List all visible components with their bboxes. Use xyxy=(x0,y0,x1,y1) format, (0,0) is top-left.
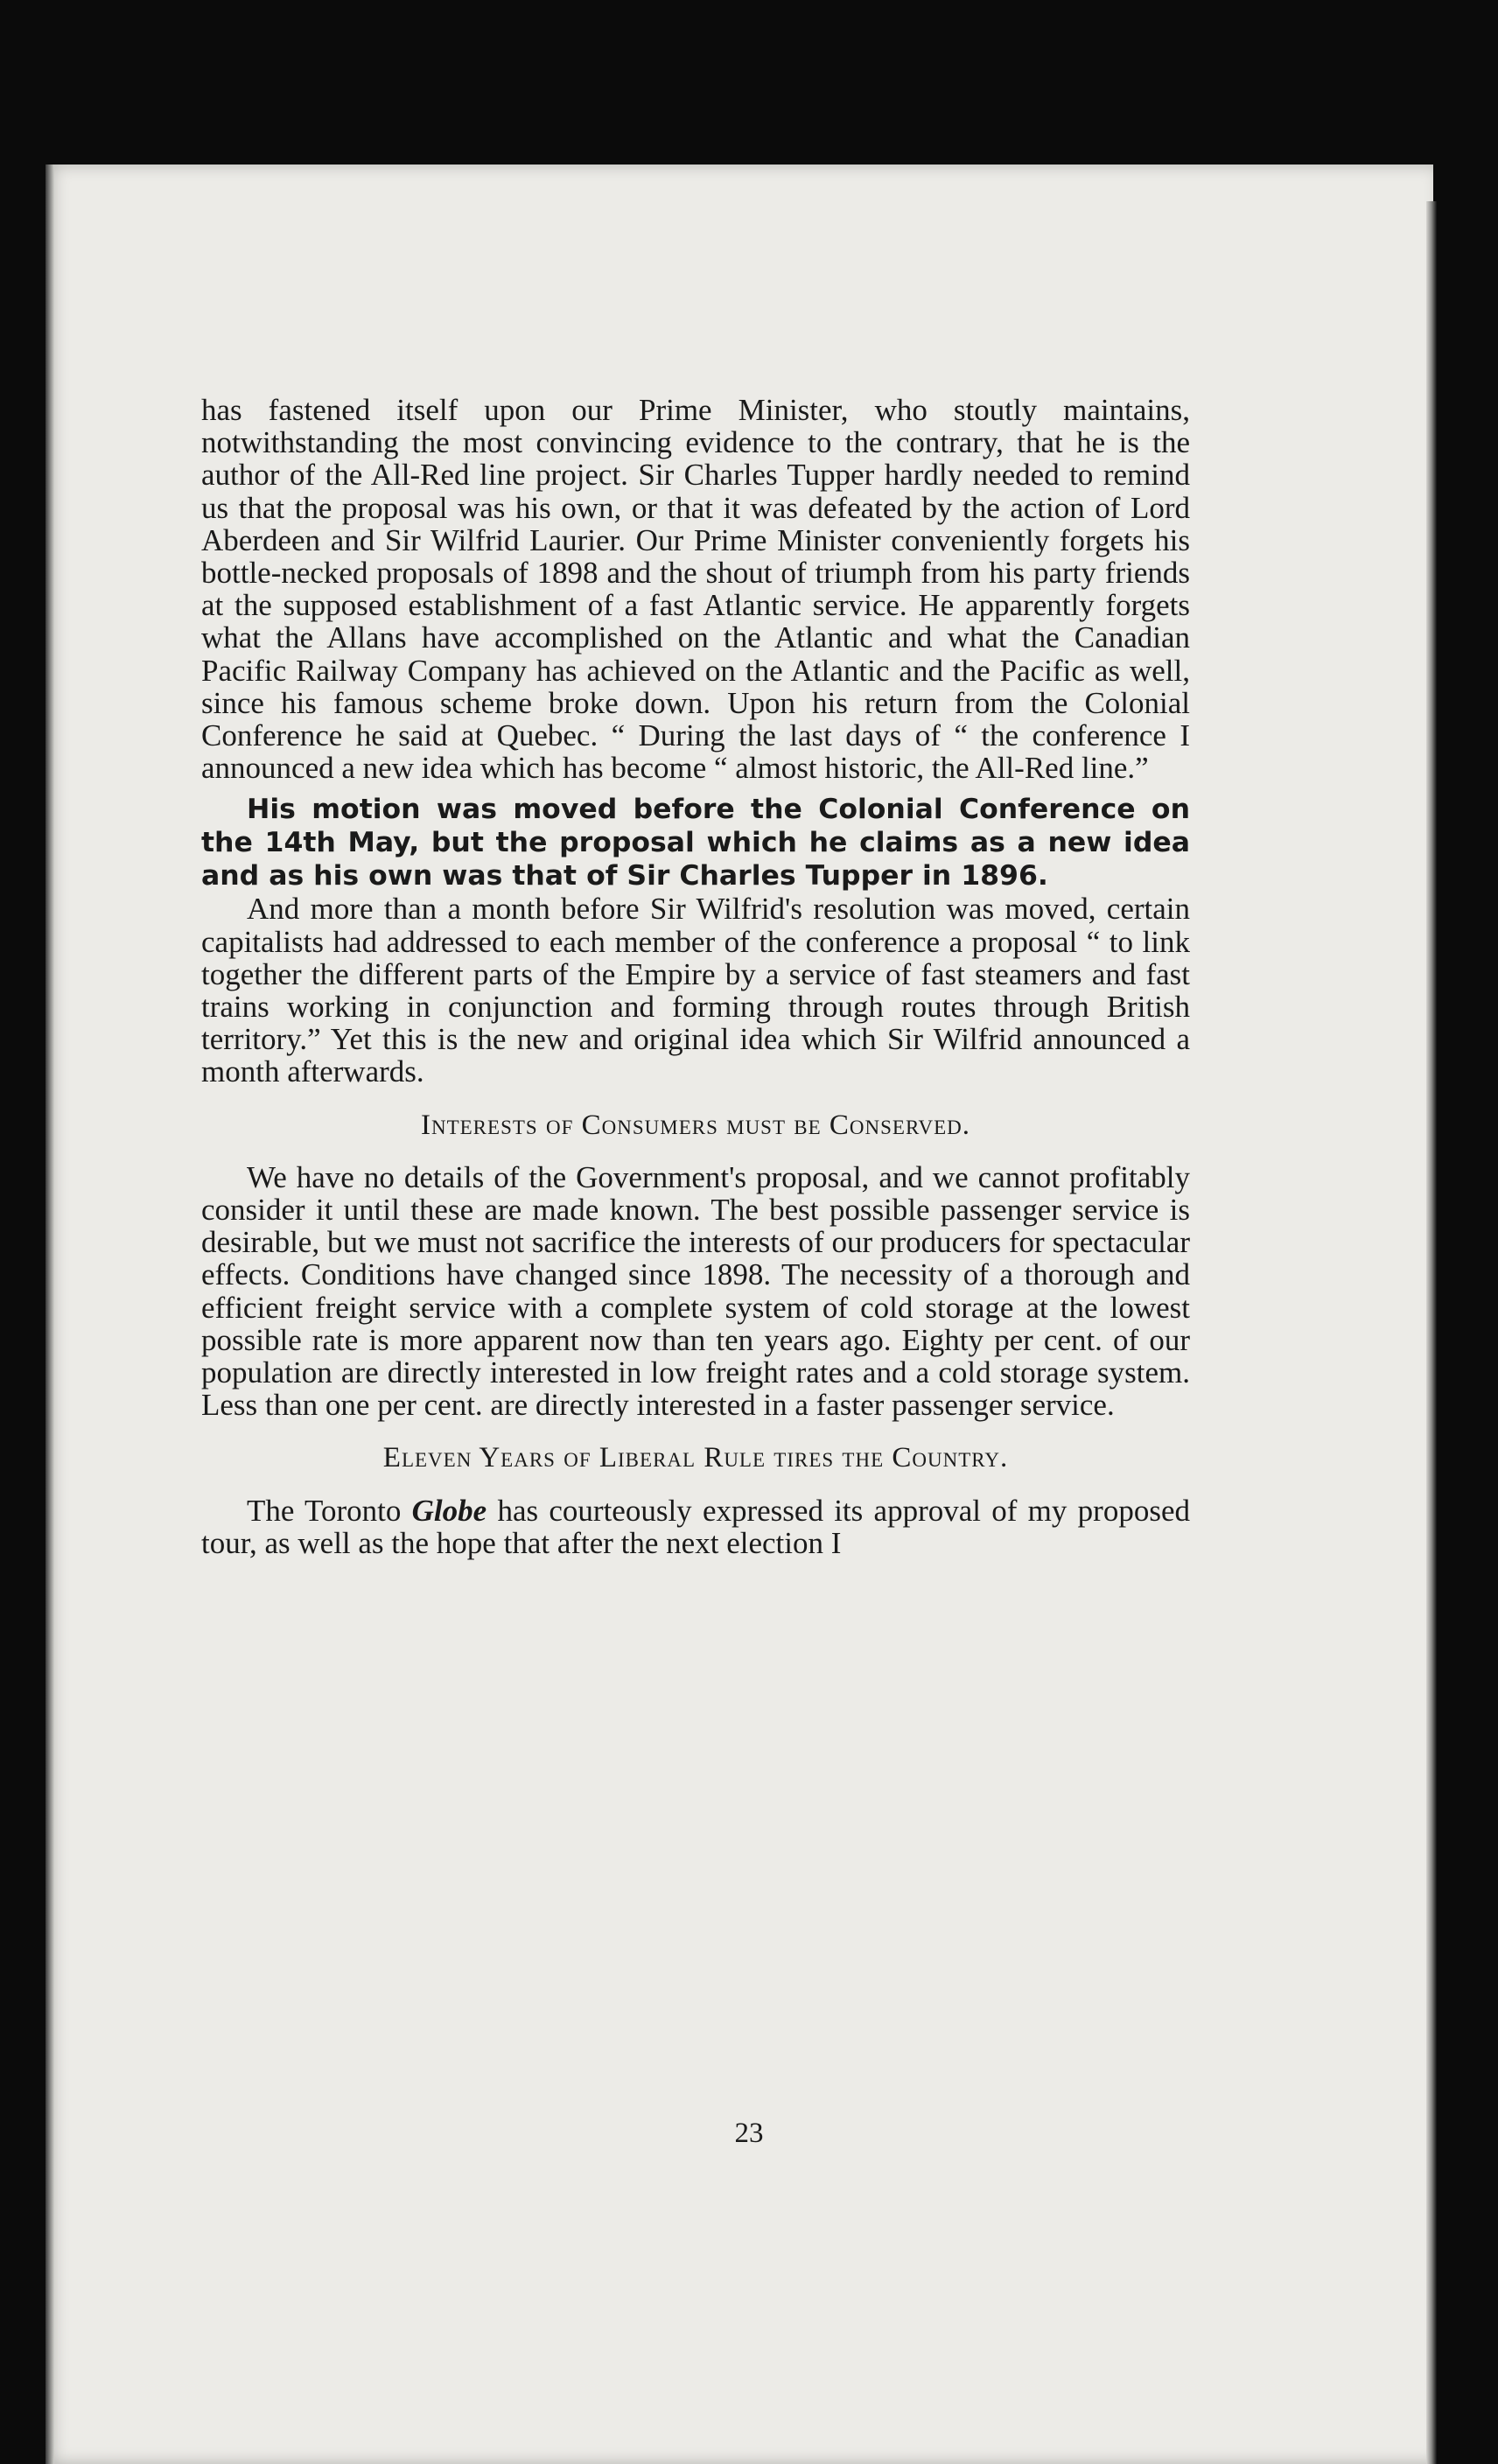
section-heading-liberal-rule: Eleven Years of Liberal Rule tires the Country. xyxy=(382,1442,1009,1474)
paragraph-1: has fastened itself upon our Prime Minister, who stoutly maintains, notwithstanding the most convincing evidence to the contrary, that he is the author of the All-Red line project. Sir Charles Tupper hardly needed to remind us that the proposal was his own, or that it was defeated by the action of Lord Aberdeen and Sir Wilfrid Laurier. Our Prime Minister conveniently forgets his bottle-necked proposals of 1898 and the shout of triumph from his party friends at the supposed establishment of a fast Atlantic service. He apparently forgets what the Allans have accomplished on the Atlantic and what the Canadian Pacific Railway Company has achieved on the Atlantic and the Pacific as well, since his famous scheme broke down. Upon his return from the Colonial Conference he said at Quebec. “ During the last days of “ the conference I announced a new idea which has become “ almost historic, the All-Red line.” xyxy=(201,393,1190,786)
page-number: 23 xyxy=(734,2118,764,2149)
paragraph-4: We have no details of the Government's proposal, and we cannot profitably consider it until these are made known. The best possible passenger service is desirable, but we must not sacrifice the interests of our producers for spectacular effects. Conditions have changed since 1898. The necessity of a thorough and efficient freight service with a complete system of cold storage at the lowest possible rate is more apparent now than ten years ago. Eighty per cent. of our population are directly interested in low freight rates and a cold storage system. Less than one per cent. are directly interested in a faster passenger service. xyxy=(201,1159,1190,1423)
section-heading-consumers: Interests of Consumers must be Conserved. xyxy=(420,1109,971,1141)
paragraph-5 xyxy=(201,1494,1190,1559)
page-text xyxy=(201,394,1190,1559)
bold-paragraph: His motion was moved before the Colonial Conference on the 14th May, but the proposal which he claims as a new idea and as his own was that of Sir Charles Tupper in 1896. xyxy=(201,794,1190,892)
globe-title: Globe xyxy=(411,1493,487,1528)
paragraph-5-start: The Toronto xyxy=(247,1493,412,1528)
paragraph-3: And more than a month before Sir Wilfrid's resolution was moved, certain capitalists had addressed to each member of the conference a proposal “ to link together the different parts of the Empire by a service of fast steamers and fast trains working in conjunction and forming through routes through British territory.” Yet this is the new and original idea which Sir Wilfrid announced a month afterwards. xyxy=(201,892,1190,1089)
paragraph-5-end: has courteously expressed its approval of my proposed tour, as well as the hope that after the next election I xyxy=(201,1493,1190,1560)
